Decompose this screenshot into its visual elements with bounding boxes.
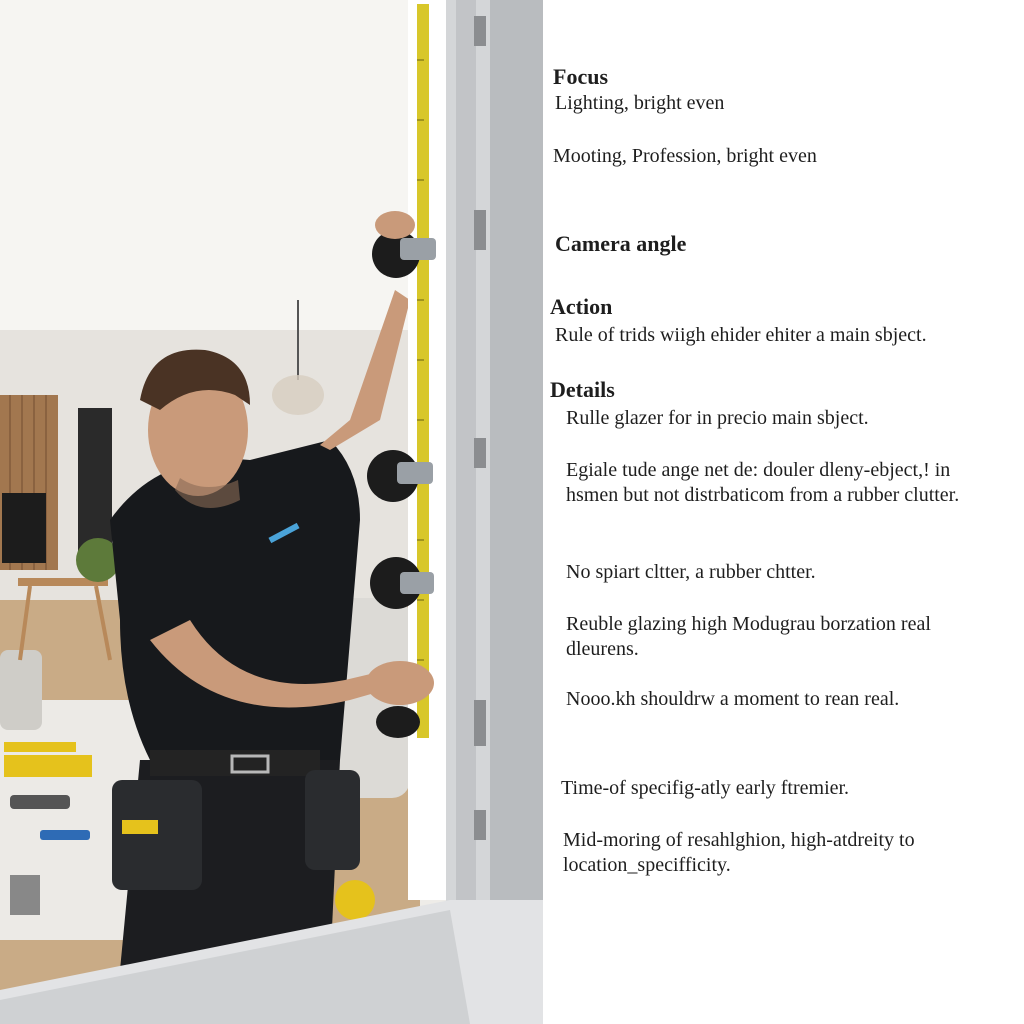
hinge <box>474 810 486 840</box>
action-heading: Action <box>550 294 613 319</box>
hinge <box>474 16 486 46</box>
suction-cup <box>376 706 420 738</box>
details-line-4: Reuble glazing high Modugrau borzation real dleurens. <box>566 613 931 660</box>
focus-line-2: Mooting, Profession, bright even <box>553 145 817 167</box>
details-line-3: No spiart cltter, a rubber chtter. <box>566 561 816 583</box>
pendant-lamp <box>272 375 324 415</box>
armchair <box>0 650 42 730</box>
time-line-2: Mid-moring of resahlghion, high-atdreity to location_specifficity. <box>563 829 915 876</box>
spirit-level-2 <box>4 755 92 777</box>
action-line: Rule of trids wiigh ehider ehiter a main sbject. <box>555 324 927 346</box>
focus-line-1: Lighting, bright even <box>555 92 725 114</box>
hinge <box>474 210 486 250</box>
details-line-2: Egiale tude ange net de: douler dleny-ebject,! in hsmen but not distrbaticom from a rubber clutter. <box>566 459 960 506</box>
tape-measure <box>335 880 375 920</box>
hinge <box>474 700 486 746</box>
tool-pouch-right <box>305 770 360 870</box>
screwdriver <box>40 830 90 840</box>
worker-hand-upper <box>375 211 415 239</box>
spirit-level <box>4 742 76 752</box>
prompt-notes-panel <box>543 0 1024 1024</box>
worker-hand-lower <box>366 661 434 705</box>
tv <box>2 493 46 563</box>
pouch-tag <box>122 820 158 834</box>
details-line-1: Rulle glazer for in precio main sbject. <box>566 407 869 429</box>
details-line-5: Nooo.kh shouldrw a moment to rean real. <box>566 688 900 710</box>
hinge <box>474 438 486 468</box>
ceiling <box>0 0 420 330</box>
camera-angle-heading: Camera angle <box>555 231 687 256</box>
focus-heading: Focus <box>553 64 608 89</box>
measuring-tape <box>417 4 429 738</box>
details-heading: Details <box>550 377 615 402</box>
time-line-1: Time-of specifig-atly early ftremier. <box>561 777 850 799</box>
pliers <box>10 875 40 915</box>
drill <box>10 795 70 809</box>
tool-pouch-left <box>112 780 202 890</box>
